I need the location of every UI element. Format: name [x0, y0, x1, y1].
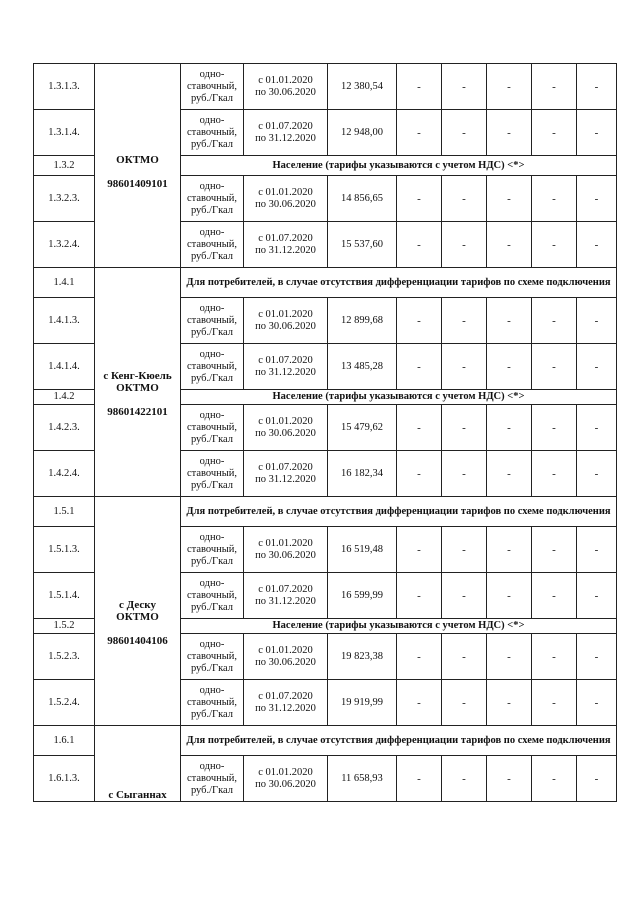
empty-value-dash: - — [397, 756, 442, 802]
tariff-type — [181, 451, 244, 497]
tariff-value: 12 948,00 — [328, 110, 397, 156]
tariff-value: 12 899,68 — [328, 298, 397, 344]
table-row — [34, 64, 617, 110]
tariff-type-line: одно- — [199, 531, 225, 543]
empty-value-dash: - — [397, 344, 442, 390]
empty-value-dash: - — [487, 573, 532, 619]
tariff-value: 19 823,38 — [328, 634, 397, 680]
tariff-type-line: ставочный, — [186, 192, 238, 204]
empty-value-dash: - — [487, 298, 532, 344]
empty-value-dash: - — [577, 451, 617, 497]
section-header: Для потребителей, в случае отсутствия дифференциации тарифов по схеме подключения — [181, 497, 617, 527]
period-line: с 01.01.2020 — [258, 186, 313, 198]
row-code: 1.4.1.3. — [34, 298, 95, 344]
period-line: по 31.12.2020 — [255, 473, 316, 485]
tariff-type-line: ставочный, — [186, 314, 238, 326]
section-header-row — [34, 268, 617, 298]
location-line: с Кенг-Кюель — [103, 370, 172, 382]
empty-value-dash: - — [487, 222, 532, 268]
location-line: с Деску — [119, 599, 156, 611]
empty-value-dash: - — [397, 64, 442, 110]
tariff-type — [181, 344, 244, 390]
empty-value-dash: - — [532, 527, 577, 573]
empty-value-dash: - — [442, 176, 487, 222]
tariff-type — [181, 527, 244, 573]
period-cell — [244, 64, 328, 110]
empty-value-dash: - — [442, 405, 487, 451]
section-header: Население (тарифы указываются с учетом НДС) <*> — [181, 156, 617, 176]
row-code: 1.5.1 — [34, 497, 95, 527]
empty-value-dash: - — [397, 680, 442, 726]
location-line — [97, 587, 178, 599]
period-line: с 01.07.2020 — [258, 583, 313, 595]
tariff-type-line: руб./Гкал — [190, 92, 234, 104]
tariff-type-line: одно- — [199, 180, 225, 192]
tariff-type-line: ставочный, — [186, 80, 238, 92]
empty-value-dash: - — [442, 298, 487, 344]
tariff-type-line: одно- — [199, 348, 225, 360]
empty-value-dash: - — [487, 176, 532, 222]
period-line: по 30.06.2020 — [255, 778, 316, 790]
row-code: 1.3.1.4. — [34, 110, 95, 156]
empty-value-dash: - — [397, 405, 442, 451]
tariff-type — [181, 176, 244, 222]
row-code: 1.3.2.4. — [34, 222, 95, 268]
tariff-type-line: ставочный, — [186, 650, 238, 662]
tariff-type — [181, 222, 244, 268]
tariff-value: 16 519,48 — [328, 527, 397, 573]
period-line: с 01.01.2020 — [258, 644, 313, 656]
tariff-type-line: руб./Гкал — [190, 555, 234, 567]
location-line — [97, 551, 178, 563]
empty-value-dash: - — [577, 64, 617, 110]
period-cell — [244, 110, 328, 156]
location-line — [97, 334, 178, 346]
row-code: 1.4.2 — [34, 390, 95, 405]
tariff-type — [181, 64, 244, 110]
tariff-value: 12 380,54 — [328, 64, 397, 110]
tariff-type-line: ставочный, — [186, 421, 238, 433]
tariff-value: 16 599,99 — [328, 573, 397, 619]
location-line — [97, 322, 178, 334]
tariff-type-line: руб./Гкал — [190, 250, 234, 262]
location-line — [97, 130, 178, 142]
location-line — [97, 418, 178, 430]
empty-value-dash: - — [487, 756, 532, 802]
empty-value-dash: - — [577, 634, 617, 680]
period-cell — [244, 405, 328, 451]
empty-value-dash: - — [532, 222, 577, 268]
tariff-type — [181, 298, 244, 344]
empty-value-dash: - — [442, 756, 487, 802]
location-cell — [95, 268, 181, 497]
row-code: 1.6.1.3. — [34, 756, 95, 802]
tariff-value: 15 479,62 — [328, 405, 397, 451]
tariff-type-line: руб./Гкал — [190, 784, 234, 796]
tariff-type-line: одно- — [199, 114, 225, 126]
empty-value-dash: - — [397, 573, 442, 619]
section-header: Для потребителей, в случае отсутствия дифференциации тарифов по схеме подключения — [181, 726, 617, 756]
empty-value-dash: - — [397, 527, 442, 573]
tariff-type-line: руб./Гкал — [190, 433, 234, 445]
row-code: 1.4.1.4. — [34, 344, 95, 390]
period-line: с 01.01.2020 — [258, 74, 313, 86]
tariff-value: 13 485,28 — [328, 344, 397, 390]
empty-value-dash: - — [487, 405, 532, 451]
tariff-value: 15 537,60 — [328, 222, 397, 268]
period-line: по 30.06.2020 — [255, 549, 316, 561]
empty-value-dash: - — [487, 451, 532, 497]
empty-value-dash: - — [577, 405, 617, 451]
empty-value-dash: - — [397, 451, 442, 497]
tariff-value: 11 658,93 — [328, 756, 397, 802]
empty-value-dash: - — [397, 298, 442, 344]
empty-value-dash: - — [442, 451, 487, 497]
location-line — [97, 647, 178, 659]
empty-value-dash: - — [442, 222, 487, 268]
empty-value-dash: - — [442, 110, 487, 156]
empty-value-dash: - — [487, 527, 532, 573]
empty-value-dash: - — [442, 64, 487, 110]
empty-value-dash: - — [532, 573, 577, 619]
period-cell — [244, 680, 328, 726]
period-line: с 01.01.2020 — [258, 766, 313, 778]
empty-value-dash: - — [532, 756, 577, 802]
period-line: по 31.12.2020 — [255, 702, 316, 714]
tariff-type-line: руб./Гкал — [190, 204, 234, 216]
empty-value-dash: - — [532, 405, 577, 451]
location-line — [97, 563, 178, 575]
tariff-value: 16 182,34 — [328, 451, 397, 497]
row-code: 1.5.2 — [34, 619, 95, 634]
location-cell — [95, 497, 181, 726]
location-line — [97, 575, 178, 587]
location-line — [97, 358, 178, 370]
location-line — [97, 346, 178, 358]
empty-value-dash: - — [397, 222, 442, 268]
row-code: 1.4.2.4. — [34, 451, 95, 497]
row-code: 1.3.2.3. — [34, 176, 95, 222]
period-line: с 01.07.2020 — [258, 690, 313, 702]
empty-value-dash: - — [487, 344, 532, 390]
location-line: ОКТМО — [116, 611, 159, 623]
location-line: с Сыганнах — [108, 789, 167, 801]
tariff-value: 19 919,99 — [328, 680, 397, 726]
tariff-type — [181, 405, 244, 451]
tariff-type-line: ставочный, — [186, 696, 238, 708]
period-line: с 01.01.2020 — [258, 537, 313, 549]
empty-value-dash: - — [442, 634, 487, 680]
row-code: 1.4.2.3. — [34, 405, 95, 451]
section-header-row — [34, 726, 617, 756]
empty-value-dash: - — [577, 680, 617, 726]
tariff-type-line: одно- — [199, 684, 225, 696]
period-cell — [244, 451, 328, 497]
period-cell — [244, 344, 328, 390]
period-line: с 01.07.2020 — [258, 120, 313, 132]
section-header-row — [34, 497, 617, 527]
section-header: Население (тарифы указываются с учетом НДС) <*> — [181, 619, 617, 634]
period-cell — [244, 573, 328, 619]
row-code: 1.4.1 — [34, 268, 95, 298]
location-line: ОКТМО — [116, 153, 159, 166]
tariff-type-line: руб./Гкал — [190, 708, 234, 720]
tariff-type-line: одно- — [199, 226, 225, 238]
period-line: по 30.06.2020 — [255, 656, 316, 668]
location-line — [97, 142, 178, 154]
period-line: с 01.07.2020 — [258, 232, 313, 244]
period-line: по 30.06.2020 — [255, 198, 316, 210]
empty-value-dash: - — [442, 573, 487, 619]
location-line — [97, 118, 178, 130]
empty-value-dash: - — [532, 451, 577, 497]
tariff-type-line: ставочный, — [186, 126, 238, 138]
period-line: с 01.07.2020 — [258, 354, 313, 366]
period-line: с 01.07.2020 — [258, 461, 313, 473]
row-code: 1.6.1 — [34, 726, 95, 756]
empty-value-dash: - — [577, 344, 617, 390]
empty-value-dash: - — [442, 680, 487, 726]
tariff-type — [181, 634, 244, 680]
tariff-table — [33, 63, 617, 802]
empty-value-dash: - — [577, 756, 617, 802]
empty-value-dash: - — [487, 64, 532, 110]
tariff-type-line: одно- — [199, 455, 225, 467]
period-line: по 31.12.2020 — [255, 595, 316, 607]
tariff-type — [181, 573, 244, 619]
period-cell — [244, 298, 328, 344]
tariff-type — [181, 110, 244, 156]
period-line: с 01.01.2020 — [258, 308, 313, 320]
row-code: 1.5.1.4. — [34, 573, 95, 619]
period-line: с 01.01.2020 — [258, 415, 313, 427]
row-code: 1.3.2 — [34, 156, 95, 176]
tariff-type-line: ставочный, — [186, 772, 238, 784]
section-header: Для потребителей, в случае отсутствия дифференциации тарифов по схеме подключения — [181, 268, 617, 298]
tariff-type-line: одно- — [199, 638, 225, 650]
empty-value-dash: - — [532, 176, 577, 222]
tariff-type-line: одно- — [199, 577, 225, 589]
location-line: 98601409101 — [107, 177, 168, 190]
tariff-type-line: руб./Гкал — [190, 601, 234, 613]
section-header: Население (тарифы указываются с учетом НДС) <*> — [181, 390, 617, 405]
location-line: 98601422101 — [107, 406, 168, 418]
tariff-type — [181, 756, 244, 802]
location-line — [97, 190, 178, 202]
period-cell — [244, 222, 328, 268]
location-line — [97, 623, 178, 635]
empty-value-dash: - — [577, 298, 617, 344]
empty-value-dash: - — [397, 634, 442, 680]
empty-value-dash: - — [487, 680, 532, 726]
location-line — [97, 166, 178, 178]
empty-value-dash: - — [397, 110, 442, 156]
tariff-type-line: руб./Гкал — [190, 662, 234, 674]
location-line — [97, 659, 178, 671]
tariff-value: 14 856,65 — [328, 176, 397, 222]
empty-value-dash: - — [532, 64, 577, 110]
empty-value-dash: - — [532, 344, 577, 390]
period-line: по 30.06.2020 — [255, 427, 316, 439]
empty-value-dash: - — [442, 527, 487, 573]
empty-value-dash: - — [532, 680, 577, 726]
tariff-type — [181, 680, 244, 726]
location-line — [97, 777, 178, 789]
location-line: 98601404106 — [107, 635, 168, 647]
location-line: ОКТМО — [116, 382, 159, 394]
empty-value-dash: - — [532, 298, 577, 344]
empty-value-dash: - — [532, 634, 577, 680]
period-line: по 31.12.2020 — [255, 366, 316, 378]
empty-value-dash: - — [577, 222, 617, 268]
tariff-type-line: одно- — [199, 68, 225, 80]
period-line: по 30.06.2020 — [255, 320, 316, 332]
period-cell — [244, 756, 328, 802]
tariff-type-line: ставочный, — [186, 467, 238, 479]
empty-value-dash: - — [442, 344, 487, 390]
row-code: 1.3.1.3. — [34, 64, 95, 110]
tariff-type-line: одно- — [199, 760, 225, 772]
empty-value-dash: - — [577, 573, 617, 619]
tariff-type-line: руб./Гкал — [190, 138, 234, 150]
tariff-type-line: одно- — [199, 302, 225, 314]
location-line — [97, 202, 178, 214]
row-code: 1.5.2.4. — [34, 680, 95, 726]
location-line — [97, 765, 178, 777]
period-line: по 31.12.2020 — [255, 244, 316, 256]
tariff-type-line: одно- — [199, 409, 225, 421]
empty-value-dash: - — [577, 176, 617, 222]
tariff-type-line: ставочный, — [186, 360, 238, 372]
location-line — [97, 430, 178, 442]
empty-value-dash: - — [397, 176, 442, 222]
tariff-type-line: ставочный, — [186, 589, 238, 601]
period-cell — [244, 634, 328, 680]
period-line: по 31.12.2020 — [255, 132, 316, 144]
location-line — [97, 753, 178, 765]
period-cell — [244, 176, 328, 222]
tariff-type-line: руб./Гкал — [190, 326, 234, 338]
period-line: по 30.06.2020 — [255, 86, 316, 98]
tariff-type-line: руб./Гкал — [190, 372, 234, 384]
tariff-type-line: ставочный, — [186, 543, 238, 555]
empty-value-dash: - — [532, 110, 577, 156]
location-cell — [95, 64, 181, 268]
empty-value-dash: - — [577, 110, 617, 156]
tariff-type-line: ставочный, — [186, 238, 238, 250]
empty-value-dash: - — [487, 110, 532, 156]
empty-value-dash: - — [487, 634, 532, 680]
period-cell — [244, 527, 328, 573]
row-code: 1.5.1.3. — [34, 527, 95, 573]
row-code: 1.5.2.3. — [34, 634, 95, 680]
location-line — [97, 394, 178, 406]
tariff-type-line: руб./Гкал — [190, 479, 234, 491]
empty-value-dash: - — [577, 527, 617, 573]
location-cell — [95, 726, 181, 802]
